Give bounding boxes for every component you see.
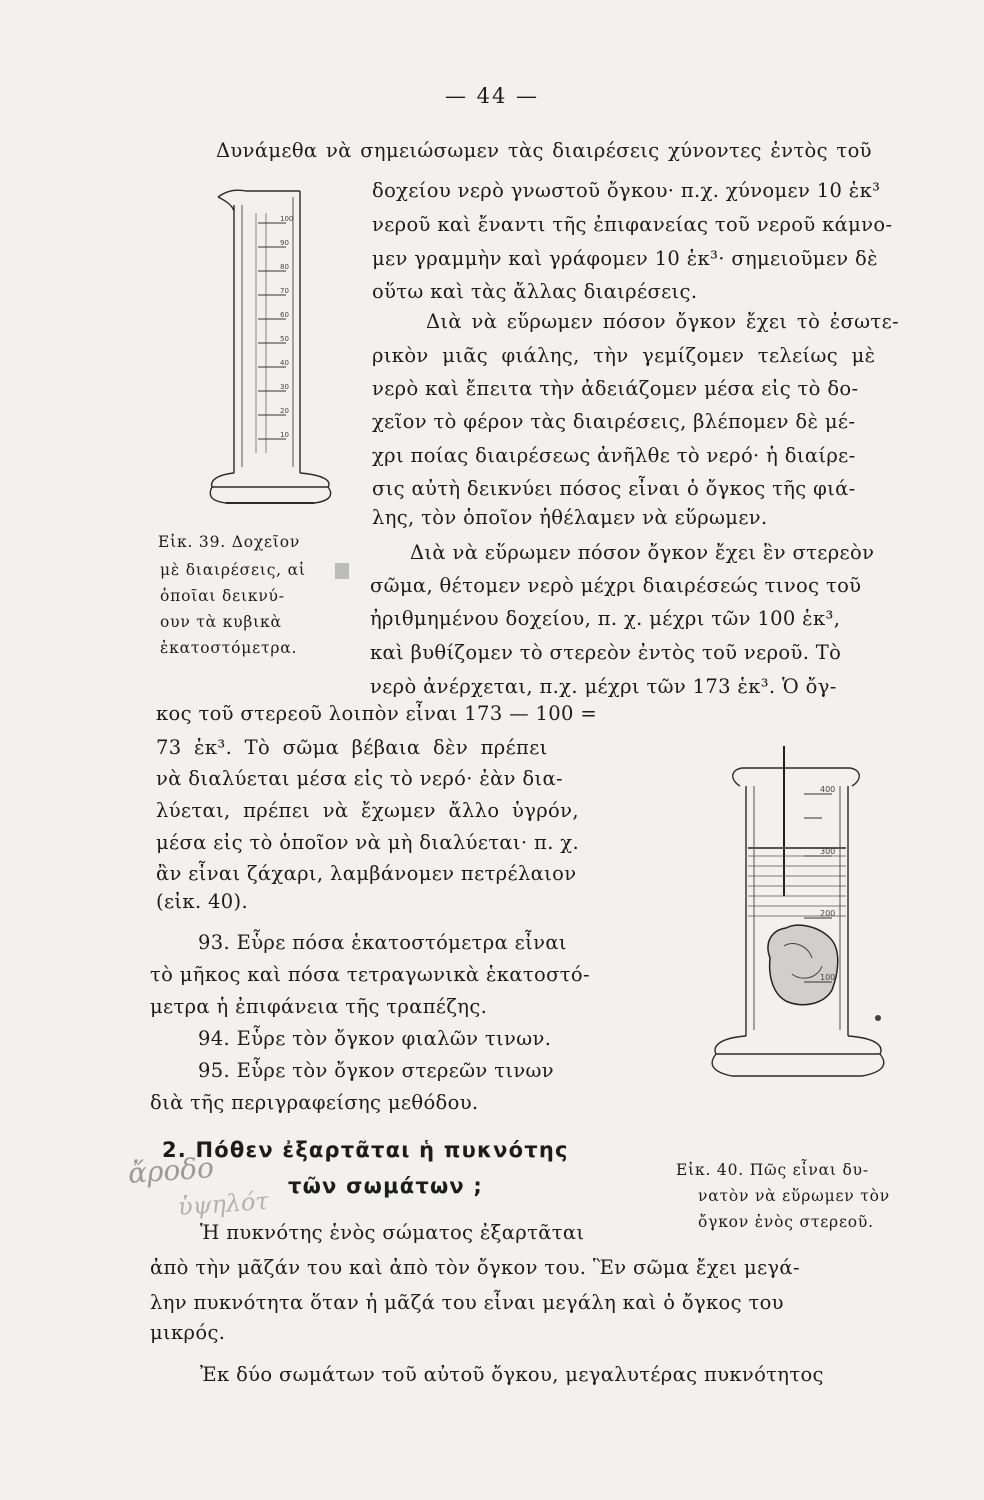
- text-line: νερὸ ἀνέρχεται, π.χ. μέχρι τῶν 173 ἑκ³. Ὁ ὄγ-: [370, 675, 837, 698]
- margin-note: ἄροδο: [126, 1151, 215, 1190]
- immersed-solid-figure: [672, 746, 944, 1102]
- scale-label: 50: [280, 335, 289, 343]
- text-line: νερὸ καὶ ἔπειτα τὴν ἀδειάζομεν μέσα εἰς τὸ δο-: [372, 377, 859, 400]
- immersed-rock: [768, 925, 838, 1004]
- text-line: κος τοῦ στερεοῦ λοιπὸν εἶναι 173 — 100 =: [156, 702, 598, 725]
- text-line: καὶ βυθίζομεν τὸ στερεὸν ἐντὸς τοῦ νεροῦ. Τὸ: [370, 641, 842, 664]
- text-line: νὰ διαλύεται μέσα εἰς τὸ νερό· ἐὰν δια-: [156, 767, 563, 790]
- scale-label: 10: [280, 431, 289, 439]
- text-line: νεροῦ καὶ ἔναντι τῆς ἐπιφανείας τοῦ νεροῦ κάμνο-: [372, 213, 893, 236]
- scale-label: 100: [280, 215, 294, 223]
- ink-blot: [335, 563, 349, 579]
- text-line: ἀπὸ τὴν μᾶζάν του καὶ ἀπὸ τὸν ὄγκον του. Ἓν σῶμα ἔχει μεγά-: [150, 1256, 800, 1279]
- figure-39-caption: ὁποῖαι δεικνύ-: [160, 587, 285, 605]
- scale-label: 90: [280, 239, 289, 247]
- text-line: δοχείου νερὸ γνωστοῦ ὄγκου· π.χ. χύνομεν 10 ἑκ³: [372, 179, 881, 202]
- text-line: σῶμα, θέτομεν νερὸ μέχρι διαιρέσεώς τινος τοῦ: [370, 574, 862, 597]
- page-number: — 44 —: [444, 84, 540, 108]
- text-line: Διὰ νὰ εὕρωμεν πόσον ὄγκον ἔχει ἓν στερεὸν: [410, 541, 875, 564]
- text-line: Ἡ πυκνότης ἑνὸς σώματος ἐξαρτᾶται: [200, 1221, 585, 1244]
- text-line: οὕτω καὶ τὰς ἄλλας διαιρέσεις.: [372, 280, 698, 303]
- text-line: χρι ποίας διαιρέσεως ἀνῆλθε τὸ νερό· ἡ διαίρε-: [372, 444, 856, 467]
- figure-40-caption: νατὸν νὰ εὕρωμεν τὸν: [698, 1187, 890, 1205]
- scale-label: 200: [820, 909, 836, 918]
- exercise-line: 93. Εὗρε πόσα ἑκατοστόμετρα εἶναι: [198, 931, 567, 954]
- figure-39-caption: ουν τὰ κυβικὰ: [160, 613, 282, 631]
- exercise-line: διὰ τῆς περιγραφείσης μεθόδου.: [150, 1091, 479, 1114]
- figure-39-caption: μὲ διαιρέσεις, αἱ: [160, 561, 306, 579]
- text-line: (εἰκ. 40).: [156, 890, 249, 913]
- scale-label: 300: [820, 847, 836, 856]
- section-heading: 2. Πόθεν ἐξαρτᾶται ἡ πυκνότης: [162, 1138, 569, 1162]
- text-line: 73 ἑκ³. Τὸ σῶμα βέβαια δὲν πρέπει: [156, 736, 548, 759]
- scale-label: 60: [280, 311, 289, 319]
- figure-40-caption: Εἰκ. 40. Πῶς εἶναι δυ-: [676, 1161, 869, 1179]
- margin-note: ὑψηλότ: [177, 1186, 270, 1222]
- text-line: Δυνάμεθα νὰ σημειώσωμεν τὰς διαιρέσεις χύνοντες ἐντὸς τοῦ: [216, 139, 872, 162]
- text-line: μέσα εἰς τὸ ὁποῖον νὰ μὴ διαλύεται· π. χ.: [156, 831, 580, 854]
- text-line: ἠριθμημένου δοχείου, π. χ. μέχρι τῶν 100 ἑκ³,: [370, 607, 841, 630]
- section-heading: τῶν σωμάτων ;: [288, 1174, 484, 1198]
- water-level: [748, 848, 846, 916]
- text-line: λην πυκνότητα ὅταν ἡ μᾶζά του εἶναι μεγάλη καὶ ὁ ὄγκος του: [150, 1291, 784, 1314]
- scale-label: 20: [280, 407, 289, 415]
- exercise-line: τὸ μῆκος καὶ πόσα τετραγωνικὰ ἑκατοστό-: [150, 963, 590, 986]
- exercise-line: 95. Εὗρε τὸν ὄγκον στερεῶν τινων: [198, 1059, 554, 1082]
- text-line: σις αὐτὴ δεικνύει πόσος εἶναι ὁ ὄγκος τῆς φιά-: [372, 477, 856, 500]
- text-line: χεῖον τὸ φέρον τὰς διαιρέσεις, βλέπομεν δὲ μέ-: [372, 410, 856, 433]
- text-line: μικρός.: [150, 1321, 226, 1344]
- text-line: λης, τὸν ὁποῖον ἠθέλαμεν νὰ εὕρωμεν.: [372, 506, 768, 529]
- scale-label: 100: [820, 973, 836, 982]
- text-line: μεν γραμμὴν καὶ γράφομεν 10 ἑκ³· σημειοῦμεν δὲ: [372, 247, 878, 270]
- figure-39-caption: Εἰκ. 39. Δοχεῖον: [158, 533, 301, 551]
- scale-label: 40: [280, 359, 289, 367]
- scale-label: 30: [280, 383, 289, 391]
- scale-label: 80: [280, 263, 289, 271]
- text-line: Διὰ νὰ εὕρωμεν πόσον ὄγκον ἔχει τὸ ἐσωτε-: [426, 310, 899, 333]
- text-line: ρικὸν μιᾶς φιάλης, τὴν γεμίζομεν τελείως μὲ: [372, 344, 876, 367]
- text-line: λύεται, πρέπει νὰ ἔχωμεν ἄλλο ὑγρόν,: [156, 799, 579, 822]
- scale-label: 70: [280, 287, 289, 295]
- scale-label: 400: [820, 785, 836, 794]
- figure-40-caption: ὄγκον ἑνὸς στερεοῦ.: [698, 1213, 874, 1231]
- exercise-line: 94. Εὗρε τὸν ὄγκον φιαλῶν τινων.: [198, 1027, 552, 1050]
- text-line: Ἐκ δύο σωμάτων τοῦ αὐτοῦ ὄγκου, μεγαλυτέρας πυκνότητος: [200, 1363, 824, 1386]
- figure-39-caption: ἑκατοστόμετρα.: [160, 639, 298, 657]
- graduated-cylinder-figure: [196, 183, 346, 515]
- exercise-line: μετρα ἡ ἐπιφάνεια τῆς τραπέζης.: [150, 995, 488, 1018]
- text-line: ἂν εἶναι ζάχαρι, λαμβάνομεν πετρέλαιον: [156, 862, 577, 885]
